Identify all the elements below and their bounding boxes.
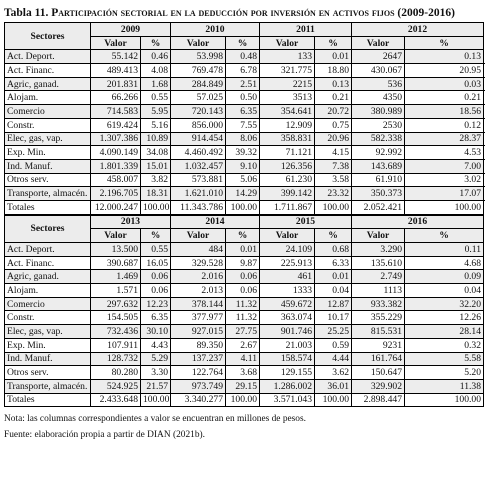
- sector-label: Otros serv.: [5, 366, 91, 380]
- pct-header: %: [315, 229, 352, 243]
- table-cell: 1.801.339: [91, 159, 141, 173]
- table-cell: 484: [171, 243, 226, 257]
- table-cell: 4.68: [405, 256, 484, 270]
- table-cell: 0.46: [141, 50, 171, 64]
- table-row: [5, 132, 484, 146]
- table-cell: 30.10: [141, 325, 171, 339]
- sector-label: Exp. Min.: [5, 338, 91, 352]
- table-cell: 6.35: [141, 311, 171, 325]
- table-cell: 158.574: [260, 352, 315, 366]
- table-cell: 24.109: [260, 243, 315, 257]
- table-cell: 4.11: [226, 352, 260, 366]
- table-cell: 5.16: [141, 118, 171, 132]
- table-cell: 4.43: [141, 338, 171, 352]
- table-cell: 329.902: [352, 379, 405, 393]
- value-header: Valor: [171, 229, 226, 243]
- table-cell: 161.764: [352, 352, 405, 366]
- sector-label: Constr.: [5, 118, 91, 132]
- sectors-header: Sectores: [5, 215, 91, 243]
- sector-label: Comercio: [5, 105, 91, 119]
- table-cell: 732.436: [91, 325, 141, 339]
- table-cell: 0.12: [405, 118, 484, 132]
- table-cell: 0.68: [315, 243, 352, 257]
- sector-label: Elec, gas, vap.: [5, 132, 91, 146]
- table-cell: 0.01: [315, 270, 352, 284]
- sector-label: Alojam.: [5, 91, 91, 105]
- year-header-row-1: [5, 23, 484, 37]
- table-cell: 5.06: [226, 173, 260, 187]
- table-cell: 284.849: [171, 77, 226, 91]
- table-cell: 914.454: [171, 132, 226, 146]
- table-cell: 459.672: [260, 297, 315, 311]
- table-cell: 7.55: [226, 118, 260, 132]
- year-header: 2012: [352, 23, 484, 37]
- table-cell: 321.775: [260, 64, 315, 78]
- table-cell: 933.382: [352, 297, 405, 311]
- table-row: [5, 146, 484, 160]
- table-cell: 0.06: [226, 270, 260, 284]
- table-cell: 0.55: [141, 243, 171, 257]
- table-row: [5, 159, 484, 173]
- table-row: [5, 50, 484, 64]
- value-header: Valor: [171, 36, 226, 50]
- table-cell: 36.01: [315, 379, 352, 393]
- sector-label: Transporte, almacén.: [5, 379, 91, 393]
- value-header: Valor: [91, 36, 141, 50]
- year-header: 2011: [260, 23, 352, 37]
- table-cell: 0.06: [141, 284, 171, 298]
- pct-header: %: [141, 229, 171, 243]
- table-years: (2009-2016): [397, 7, 455, 19]
- table-cell: 6.78: [226, 64, 260, 78]
- table-cell: 927.015: [171, 325, 226, 339]
- table-cell: 9.87: [226, 256, 260, 270]
- table-cell: 461: [260, 270, 315, 284]
- table-cell: 0.13: [315, 77, 352, 91]
- sector-label: Comercio: [5, 297, 91, 311]
- table-cell: 11.343.786: [171, 200, 226, 214]
- table-cell: 430.067: [352, 64, 405, 78]
- table-row: [5, 91, 484, 105]
- table-cell: 0.01: [315, 50, 352, 64]
- table-row: [5, 311, 484, 325]
- note-text: Nota: las columnas correspondientes a valor se encuentran en millones de pesos.: [4, 414, 306, 425]
- value-header: Valor: [352, 36, 405, 50]
- year-header: 2013: [91, 215, 171, 229]
- table-cell: 39.32: [226, 146, 260, 160]
- table-cell: 28.14: [405, 325, 484, 339]
- table-cell: 4.15: [315, 146, 352, 160]
- table-cell: 21.003: [260, 338, 315, 352]
- table-cell: 18.80: [315, 64, 352, 78]
- table-cell: 0.04: [315, 284, 352, 298]
- table-cell: 2.433.648: [91, 393, 141, 407]
- table-cell: 3.02: [405, 173, 484, 187]
- table-row: [5, 366, 484, 380]
- table-cell: 20.72: [315, 105, 352, 119]
- table-cell: 12.26: [405, 311, 484, 325]
- year-header: 2016: [352, 215, 484, 229]
- table-cell: 100.00: [226, 393, 260, 407]
- table-cell: 80.280: [91, 366, 141, 380]
- table-cell: 0.04: [405, 284, 484, 298]
- table-cell: 20.96: [315, 132, 352, 146]
- table-cell: 57.025: [171, 91, 226, 105]
- table-cell: 128.732: [91, 352, 141, 366]
- table-row: [5, 284, 484, 298]
- table-cell: 0.01: [226, 243, 260, 257]
- table-cell: 20.95: [405, 64, 484, 78]
- table-cell: 100.00: [226, 200, 260, 214]
- table-row: [5, 64, 484, 78]
- table-cell: 0.55: [141, 91, 171, 105]
- sector-label: Act. Deport.: [5, 50, 91, 64]
- value-header: Valor: [91, 229, 141, 243]
- table-cell: 0.75: [315, 118, 352, 132]
- table-cell: 12.23: [141, 297, 171, 311]
- pct-header: %: [405, 229, 484, 243]
- sector-label: Transporte, almacén.: [5, 187, 91, 201]
- table-cell: 619.424: [91, 118, 141, 132]
- table-cell: 458.007: [91, 173, 141, 187]
- sector-label: Agric, ganad.: [5, 77, 91, 91]
- table-cell: 1.68: [141, 77, 171, 91]
- table-cell: 0.09: [405, 270, 484, 284]
- table-cell: 13.500: [91, 243, 141, 257]
- table-cell: 2530: [352, 118, 405, 132]
- table-cell: 100.00: [141, 200, 171, 214]
- sector-table: [4, 22, 484, 407]
- table-cell: 1.032.457: [171, 159, 226, 173]
- table-cell: 1113: [352, 284, 405, 298]
- table-cell: 66.266: [91, 91, 141, 105]
- table-cell: 1333: [260, 284, 315, 298]
- table-cell: 100.00: [405, 200, 484, 214]
- table-cell: 769.478: [171, 64, 226, 78]
- table-cell: 17.07: [405, 187, 484, 201]
- table-cell: 2.749: [352, 270, 405, 284]
- table-cell: 1.307.386: [91, 132, 141, 146]
- table-cell: 10.89: [141, 132, 171, 146]
- table-cell: 8.06: [226, 132, 260, 146]
- table-cell: 3.30: [141, 366, 171, 380]
- table-row: [5, 256, 484, 270]
- table-cell: 137.237: [171, 352, 226, 366]
- table-cell: 720.143: [171, 105, 226, 119]
- table-cell: 9231: [352, 338, 405, 352]
- table-cell: 0.11: [405, 243, 484, 257]
- table-cell: 390.687: [91, 256, 141, 270]
- table-cell: 100.00: [141, 393, 171, 407]
- table-cell: 2647: [352, 50, 405, 64]
- table-cell: 89.350: [171, 338, 226, 352]
- table-cell: 53.998: [171, 50, 226, 64]
- table-row: [5, 118, 484, 132]
- table-cell: 11.32: [226, 297, 260, 311]
- table-cell: 524.925: [91, 379, 141, 393]
- sector-label: Elec, gas, vap.: [5, 325, 91, 339]
- year-header: 2009: [91, 23, 171, 37]
- table-cell: 61.230: [260, 173, 315, 187]
- table-cell: 582.338: [352, 132, 405, 146]
- table-cell: 2.052.421: [352, 200, 405, 214]
- table-cell: 380.989: [352, 105, 405, 119]
- table-cell: 0.06: [226, 284, 260, 298]
- table-cell: 3.58: [315, 173, 352, 187]
- table-cell: 29.15: [226, 379, 260, 393]
- sector-label: Alojam.: [5, 284, 91, 298]
- table-cell: 100.00: [315, 200, 352, 214]
- table-cell: 4.44: [315, 352, 352, 366]
- table-cell: 92.992: [352, 146, 405, 160]
- sector-label: Act. Deport.: [5, 243, 91, 257]
- table-cell: 55.142: [91, 50, 141, 64]
- table-cell: 4.53: [405, 146, 484, 160]
- table-cell: 363.074: [260, 311, 315, 325]
- table-cell: 6.33: [315, 256, 352, 270]
- sector-label: Constr.: [5, 311, 91, 325]
- table-cell: 5.20: [405, 366, 484, 380]
- table-cell: 11.38: [405, 379, 484, 393]
- table-cell: 0.59: [315, 338, 352, 352]
- pct-header: %: [226, 36, 260, 50]
- table2-body: [5, 243, 484, 407]
- table-row: [5, 187, 484, 201]
- table-cell: 297.632: [91, 297, 141, 311]
- table-cell: 5.29: [141, 352, 171, 366]
- sector-label: Act. Financ.: [5, 256, 91, 270]
- table-row: [5, 270, 484, 284]
- table-cell: 355.229: [352, 311, 405, 325]
- table-cell: 126.356: [260, 159, 315, 173]
- table-cell: 107.911: [91, 338, 141, 352]
- table-cell: 3.340.277: [171, 393, 226, 407]
- table-cell: 23.32: [315, 187, 352, 201]
- table-cell: 2.016: [171, 270, 226, 284]
- table-cell: 71.121: [260, 146, 315, 160]
- table-cell: 536: [352, 77, 405, 91]
- table-row: [5, 338, 484, 352]
- table-cell: 61.910: [352, 173, 405, 187]
- table-cell: 4.460.492: [171, 146, 226, 160]
- table-cell: 2.013: [171, 284, 226, 298]
- table-cell: 5.95: [141, 105, 171, 119]
- table-cell: 135.610: [352, 256, 405, 270]
- table-cell: 0.06: [141, 270, 171, 284]
- table-cell: 815.531: [352, 325, 405, 339]
- table-cell: 9.10: [226, 159, 260, 173]
- table-row: [5, 325, 484, 339]
- table-cell: 15.01: [141, 159, 171, 173]
- table-cell: 12.909: [260, 118, 315, 132]
- table-cell: 143.689: [352, 159, 405, 173]
- table-cell: 0.48: [226, 50, 260, 64]
- value-header: Valor: [260, 229, 315, 243]
- table-cell: 201.831: [91, 77, 141, 91]
- table-cell: 18.56: [405, 105, 484, 119]
- table-cell: 4.090.149: [91, 146, 141, 160]
- sector-label: Otros serv.: [5, 173, 91, 187]
- table1-body: [5, 50, 484, 215]
- table-row: [5, 297, 484, 311]
- table-cell: 3.571.043: [260, 393, 315, 407]
- table-cell: 122.764: [171, 366, 226, 380]
- table-cell: 100.00: [405, 393, 484, 407]
- sector-label: Ind. Manuf.: [5, 352, 91, 366]
- table-cell: 2.51: [226, 77, 260, 91]
- table-row: [5, 173, 484, 187]
- table-cell: 973.749: [171, 379, 226, 393]
- table-cell: 3.290: [352, 243, 405, 257]
- table-cell: 4350: [352, 91, 405, 105]
- source-text: Fuente: elaboración propia a partir de DIAN (2021b).: [4, 430, 205, 441]
- table-cell: 27.75: [226, 325, 260, 339]
- table-cell: 18.31: [141, 187, 171, 201]
- table-cell: 28.37: [405, 132, 484, 146]
- year-header-row-2: [5, 215, 484, 229]
- table-cell: 1.469: [91, 270, 141, 284]
- table-cell: 378.144: [171, 297, 226, 311]
- table-row: [5, 352, 484, 366]
- table-cell: 489.413: [91, 64, 141, 78]
- table-row: [5, 105, 484, 119]
- pct-header: %: [141, 36, 171, 50]
- table-cell: 4.08: [141, 64, 171, 78]
- table-cell: 133: [260, 50, 315, 64]
- table-cell: 0.50: [226, 91, 260, 105]
- table-cell: 354.641: [260, 105, 315, 119]
- sector-label: Act. Financ.: [5, 64, 91, 78]
- sectors-header: Sectores: [5, 23, 91, 50]
- table-row: [5, 379, 484, 393]
- table-cell: 399.142: [260, 187, 315, 201]
- table-cell: 350.373: [352, 187, 405, 201]
- table-cell: 1.621.010: [171, 187, 226, 201]
- sector-label: Totales: [5, 200, 91, 214]
- table-cell: 12.87: [315, 297, 352, 311]
- year-header: 2015: [260, 215, 352, 229]
- table-cell: 714.583: [91, 105, 141, 119]
- table-cell: 0.03: [405, 77, 484, 91]
- table-number: Tabla 11.: [4, 7, 49, 19]
- table-cell: 1.286.002: [260, 379, 315, 393]
- table-cell: 2.898.447: [352, 393, 405, 407]
- table-cell: 154.505: [91, 311, 141, 325]
- table-cell: 573.881: [171, 173, 226, 187]
- table-cell: 25.25: [315, 325, 352, 339]
- table-cell: 150.647: [352, 366, 405, 380]
- table-cell: 100.00: [315, 393, 352, 407]
- table-cell: 12.000.247: [91, 200, 141, 214]
- table-cell: 7.00: [405, 159, 484, 173]
- table-cell: 6.35: [226, 105, 260, 119]
- table-cell: 5.58: [405, 352, 484, 366]
- table-cell: 0.32: [405, 338, 484, 352]
- table-caption: Participación sectorial en la deducción por inversión en activos fijos: [51, 7, 395, 19]
- pct-header: %: [315, 36, 352, 50]
- table-cell: 11.32: [226, 311, 260, 325]
- table-cell: 0.21: [405, 91, 484, 105]
- year-header: 2010: [171, 23, 260, 37]
- value-header: Valor: [260, 36, 315, 50]
- table-cell: 901.746: [260, 325, 315, 339]
- table-cell: 10.17: [315, 311, 352, 325]
- table-cell: 1.571: [91, 284, 141, 298]
- table-cell: 0.13: [405, 50, 484, 64]
- table-cell: 225.913: [260, 256, 315, 270]
- table-notes: [4, 412, 483, 444]
- table-cell: 3.68: [226, 366, 260, 380]
- pct-header: %: [226, 229, 260, 243]
- table-cell: 3.62: [315, 366, 352, 380]
- table-cell: 329.528: [171, 256, 226, 270]
- year-header: 2014: [171, 215, 260, 229]
- sector-label: Agric, ganad.: [5, 270, 91, 284]
- table-figure: [4, 4, 483, 444]
- table-cell: 856.000: [171, 118, 226, 132]
- table-cell: 358.831: [260, 132, 315, 146]
- table-cell: 377.977: [171, 311, 226, 325]
- table-cell: 2.196.705: [91, 187, 141, 201]
- table-row: [5, 200, 484, 214]
- table-row: [5, 77, 484, 91]
- table-cell: 0.21: [315, 91, 352, 105]
- table-cell: 3.82: [141, 173, 171, 187]
- table-row: [5, 243, 484, 257]
- table-row: [5, 393, 484, 407]
- table-cell: 16.05: [141, 256, 171, 270]
- sector-label: Totales: [5, 393, 91, 407]
- table-cell: 32.20: [405, 297, 484, 311]
- table-cell: 34.08: [141, 146, 171, 160]
- table-cell: 3513: [260, 91, 315, 105]
- table-cell: 14.29: [226, 187, 260, 201]
- table-cell: 7.38: [315, 159, 352, 173]
- table-title: [4, 4, 483, 22]
- table-cell: 129.155: [260, 366, 315, 380]
- table-cell: 2.67: [226, 338, 260, 352]
- table-cell: 21.57: [141, 379, 171, 393]
- value-header: Valor: [352, 229, 405, 243]
- sector-label: Exp. Min.: [5, 146, 91, 160]
- table-cell: 1.711.867: [260, 200, 315, 214]
- pct-header: %: [405, 36, 484, 50]
- sector-label: Ind. Manuf.: [5, 159, 91, 173]
- table-cell: 2215: [260, 77, 315, 91]
